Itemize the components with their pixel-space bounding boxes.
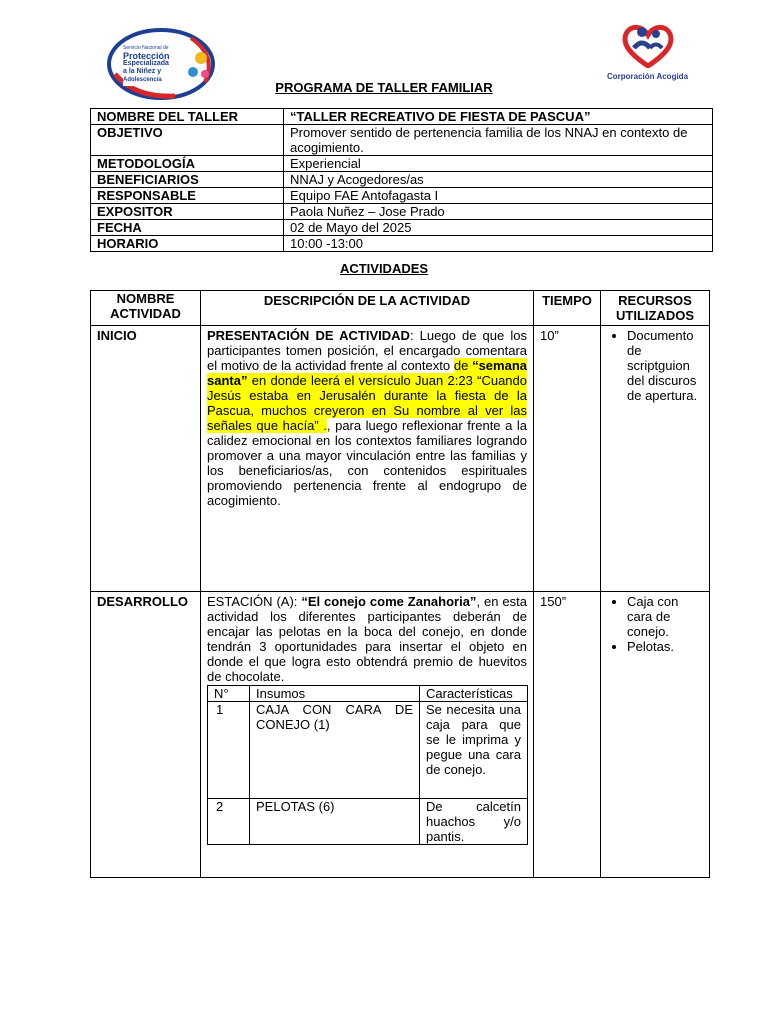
supplies-header-n: N° [208, 686, 250, 702]
supplies-row [208, 702, 528, 799]
info-value: 02 de Mayo del 2025 [284, 220, 713, 236]
description-station-name: “El conejo come Zanahoria” [301, 594, 477, 609]
info-value: Experiencial [284, 156, 713, 172]
info-label: BENEFICIARIOS [91, 172, 284, 188]
logo-line-2: Protección [123, 51, 170, 61]
resources-list [607, 594, 703, 654]
highlighted-verse: en donde leerá el versículo Juan 2:23 “Cuando Jesús estaba en Jerusalén durante la fiesta de la Pascua, muchos creyeron en Su nombre al ver las señales que hacía” . [207, 373, 527, 433]
info-label: FECHA [91, 220, 284, 236]
supply-name: CAJA CON CARA DE CONEJO (1) [250, 702, 420, 799]
activities-title: ACTIVIDADES [339, 261, 429, 276]
activity-row-inicio [91, 326, 710, 592]
activity-description [201, 592, 534, 878]
resources-list [607, 328, 703, 403]
info-value: Paola Nuñez – Jose Prado [284, 204, 713, 220]
logo-line-5: Adolescencia [123, 77, 162, 83]
activity-resources [601, 592, 710, 878]
highlighted-text: de [453, 358, 473, 373]
supplies-header-insumos: Insumos [250, 686, 420, 702]
info-row [91, 109, 713, 125]
supplies-header-row [208, 686, 528, 702]
info-label: OBJETIVO [91, 125, 284, 156]
info-label: EXPOSITOR [91, 204, 284, 220]
info-row [91, 220, 713, 236]
info-row [91, 156, 713, 172]
info-label: NOMBRE DEL TALLER [91, 109, 284, 125]
info-value: NNAJ y Acogedores/as [284, 172, 713, 188]
header-tiempo: TIEMPO [534, 291, 601, 326]
logo-line-1: Servicio Nacional de [123, 45, 169, 51]
description-text: , para luego reflexionar frente a la calidez emocional en los contextos familiares logrando promover a una mayor vinculación entre las familias y los beneficiarios/as, con contenidos espirituales promoviendo pertenencia frente al endogrupo de acogimiento. [207, 418, 527, 508]
logo-line-3: Especializada [123, 60, 169, 67]
activities-header-row [91, 291, 710, 326]
info-value: “TALLER RECREATIVO DE FIESTA DE PASCUA” [284, 109, 713, 125]
supply-characteristics: De calcetín huachos y/o pantis. [420, 799, 528, 845]
info-label: HORARIO [91, 236, 284, 252]
activity-row-desarrollo [91, 592, 710, 878]
info-row [91, 204, 713, 220]
supply-number: 1 [208, 702, 250, 799]
supplies-header-caracteristicas: Características [420, 686, 528, 702]
activity-description [201, 326, 534, 592]
highlighted-bold-text: “semana santa” [207, 358, 527, 388]
description-text: , en esta actividad los diferentes participantes deberán de encajar las pelotas en la boca del conejo, en donde tendrán 3 oportunidades para insertar el objeto en donde el que logra esto obtendrá premio de huevitos de chocolate. [207, 594, 527, 684]
header-nombre-actividad: NOMBRE ACTIVIDAD [91, 291, 201, 326]
info-value: Promover sentido de pertenencia familia de los NNAJ en contexto de acogimiento. [284, 125, 713, 156]
info-value: Equipo FAE Antofagasta I [284, 188, 713, 204]
info-row [91, 236, 713, 252]
info-row [91, 125, 713, 156]
description-text: : Luego de que los participantes tomen posición, el encargado comentara el motivo de la actividad frente al contexto [207, 328, 527, 373]
info-label: RESPONSABLE [91, 188, 284, 204]
resource-item: • Documento de scriptguion del discuros de apertura. [627, 328, 703, 403]
header-descripcion: DESCRIPCIÓN DE LA ACTIVIDAD [201, 291, 534, 326]
activities-table [90, 290, 710, 878]
activity-time: 10” [534, 326, 601, 592]
corporacion-acogida-logo [600, 22, 695, 84]
page-title: PROGRAMA DE TALLER FAMILIAR [275, 80, 493, 95]
header-recursos: RECURSOS UTILIZADOS [601, 291, 710, 326]
activity-resources [601, 326, 710, 592]
supply-characteristics: Se necesita una caja para que se le imprima y pegue una cara de conejo. [420, 702, 528, 799]
supply-number: 2 [208, 799, 250, 845]
activity-name: INICIO [91, 326, 201, 592]
workshop-info-table [90, 108, 713, 252]
logo-brand-text: Corporación Acogida [606, 72, 689, 81]
info-row [91, 188, 713, 204]
info-value: 10:00 -13:00 [284, 236, 713, 252]
info-label: METODOLOGÍA [91, 156, 284, 172]
supplies-row [208, 799, 528, 845]
resource-item: • Pelotas. [627, 639, 703, 654]
activity-name: DESARROLLO [91, 592, 201, 878]
supply-name: PELOTAS (6) [250, 799, 420, 845]
logo-line-4: a la Niñez y [123, 68, 162, 75]
activity-time: 150” [534, 592, 601, 878]
resource-item: • Caja con cara de conejo. [627, 594, 703, 639]
description-text: ESTACIÓN (A): [207, 594, 302, 609]
description-heading: PRESENTACIÓN DE ACTIVIDAD [207, 328, 410, 343]
supplies-table [207, 685, 528, 845]
info-row [91, 172, 713, 188]
